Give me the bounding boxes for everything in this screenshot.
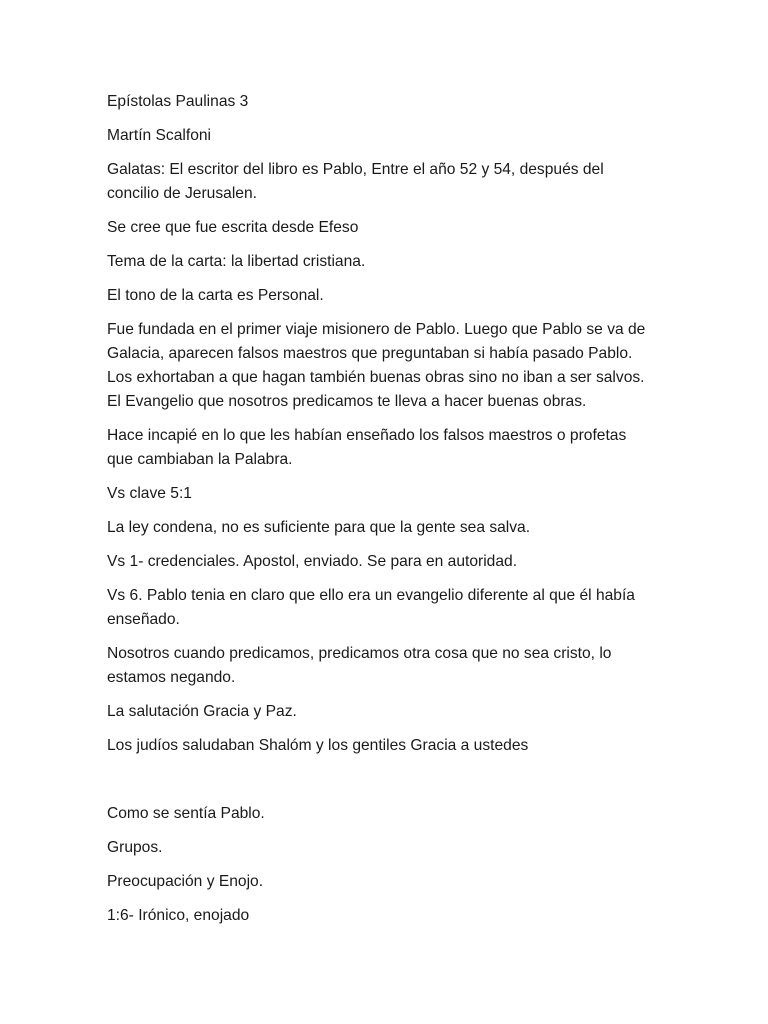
paragraph-line: Galatas: El escritor del libro es Pablo, Entre el año 52 y 54, después del (107, 161, 604, 178)
paragraph-line: Fue fundada en el primer viaje misionero de Pablo. Luego que Pablo se va de (107, 321, 646, 338)
paragraph-line: Hace incapié en lo que les habían enseñado los falsos maestros o profetas (107, 427, 627, 444)
paragraph-line: Tema de la carta: la libertad cristiana. (107, 253, 366, 270)
paragraph-line: Galacia, aparecen falsos maestros que preguntaban si había pasado Pablo. (107, 345, 633, 362)
paragraph-line: El tono de la carta es Personal. (107, 287, 324, 304)
paragraph-line: Preocupación y Enojo. (107, 873, 264, 890)
document-body (107, 158, 667, 758)
paragraph-line: Vs 1- credenciales. Apostol, enviado. Se para en autoridad. (107, 553, 518, 570)
paragraph (107, 482, 667, 506)
paragraph-line: La ley condena, no es suficiente para que la gente sea salva. (107, 519, 531, 536)
paragraph (107, 584, 667, 632)
paragraph (107, 424, 667, 472)
paragraph (107, 870, 667, 894)
paragraph (107, 318, 667, 414)
paragraph (107, 642, 667, 690)
paragraph-line: Nosotros cuando predicamos, predicamos otra cosa que no sea cristo, lo (107, 645, 612, 662)
paragraph (107, 250, 667, 274)
document-title: Epístolas Paulinas 3 (107, 93, 249, 110)
paragraph (107, 836, 667, 860)
paragraph-line: Los exhortaban a que hagan también buenas obras sino no iban a ser salvos. (107, 369, 645, 386)
paragraph (107, 284, 667, 308)
paragraph-line: La salutación Gracia y Paz. (107, 703, 297, 720)
document-author: Martín Scalfoni (107, 127, 212, 144)
paragraph-line: concilio de Jerusalen. (107, 185, 257, 202)
paragraph-line: estamos negando. (107, 669, 236, 686)
paragraph (107, 700, 667, 724)
paragraph-line: Se cree que fue escrita desde Efeso (107, 219, 359, 236)
blank-line (107, 768, 667, 792)
paragraph-line: enseñado. (107, 611, 180, 628)
document-body-continued (107, 802, 667, 928)
paragraph-line: Como se sentía Pablo. (107, 805, 265, 822)
paragraph-line: Vs clave 5:1 (107, 485, 192, 502)
paragraph (107, 216, 667, 240)
paragraph-line: Grupos. (107, 839, 163, 856)
paragraph-line: 1:6- Irónico, enojado (107, 907, 250, 924)
document-page (107, 90, 667, 938)
paragraph-line: que cambiaban la Palabra. (107, 451, 293, 468)
paragraph (107, 734, 667, 758)
paragraph-line: Vs 6. Pablo tenia en claro que ello era un evangelio diferente al que él había (107, 587, 635, 604)
paragraph (107, 802, 667, 826)
paragraph (107, 904, 667, 928)
paragraph (107, 158, 667, 206)
paragraph-line: Los judíos saludaban Shalóm y los gentiles Gracia a ustedes (107, 737, 529, 754)
paragraph-line: El Evangelio que nosotros predicamos te lleva a hacer buenas obras. (107, 393, 587, 410)
paragraph (107, 550, 667, 574)
paragraph (107, 516, 667, 540)
